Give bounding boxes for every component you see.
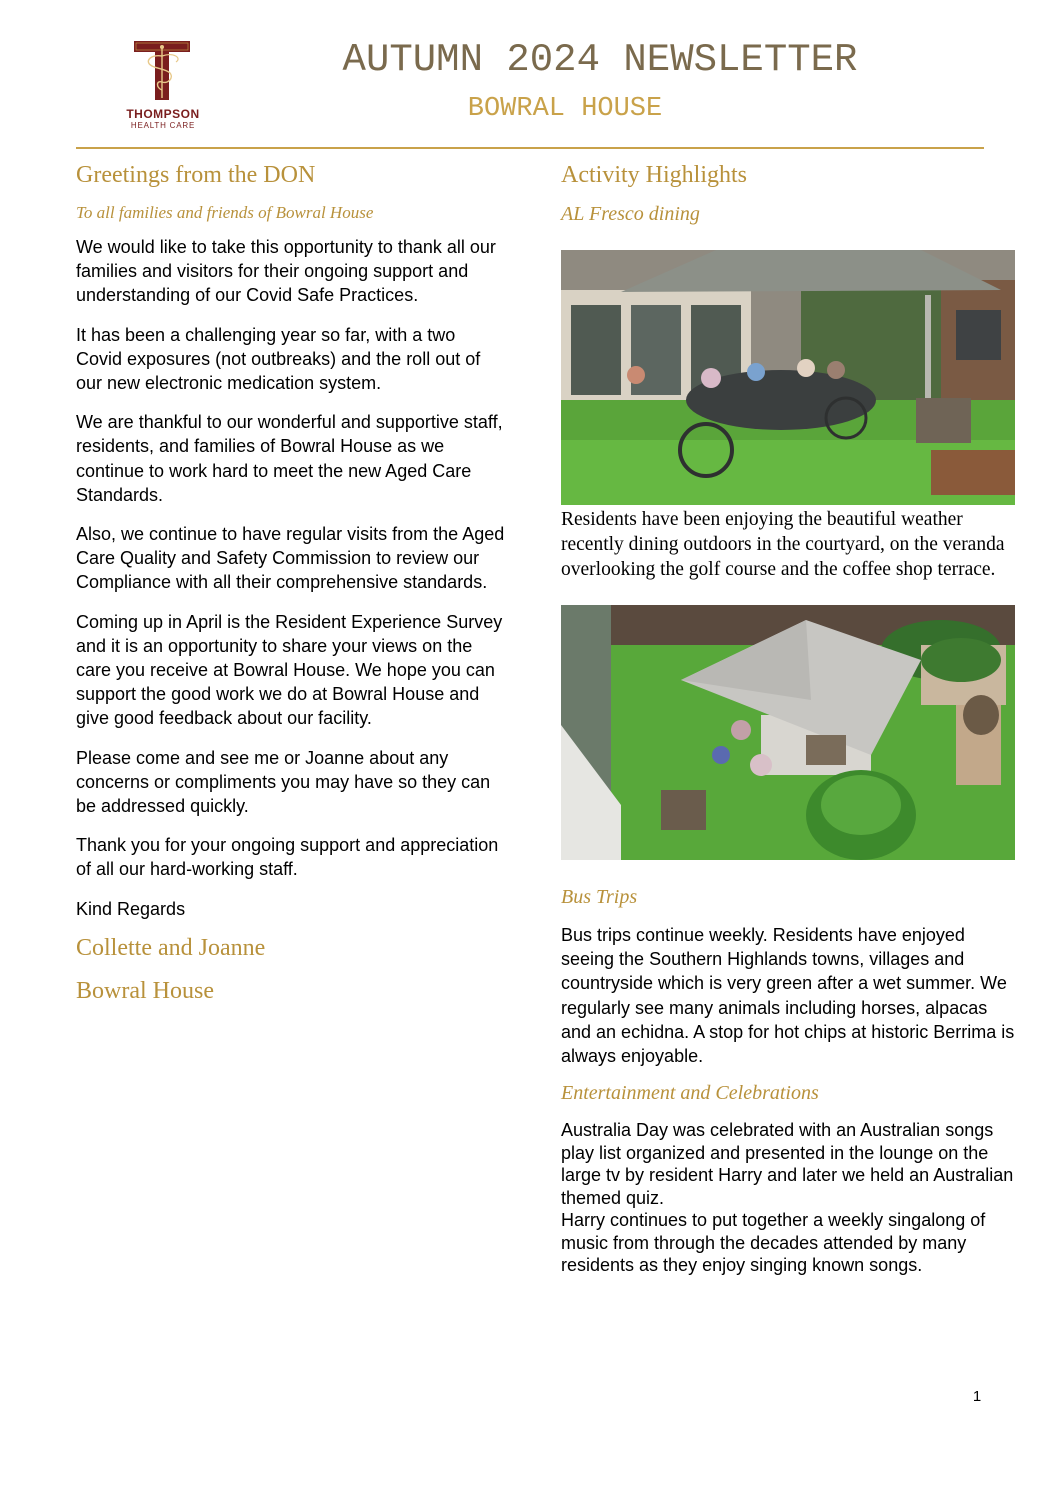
right-column — [561, 162, 1021, 1277]
signoff-names: Collette and Joanne — [76, 934, 266, 961]
newsletter-subtitle: BOWRAL HOUSE — [467, 94, 663, 124]
header-rule — [76, 147, 984, 149]
alfresco-subheading: AL Fresco dining — [561, 203, 700, 225]
alfresco-dining-photo — [561, 250, 1015, 505]
don-paragraph: Coming up in April is the Resident Experience Survey and it is an opportunity to share your views on the care you receive at Bowral House. We hope you can support the good work we do at Bowral House and give good feedback about our facility. — [76, 611, 503, 729]
courtyard-umbrella-photo — [561, 605, 1015, 860]
left-column — [76, 162, 506, 1005]
logo-name: THOMPSON — [126, 107, 200, 121]
don-paragraph: We are thankful to our wonderful and supportive staff, residents, and families of Bowral House as we continue to work hard to meet the new Aged Care Standards. — [76, 412, 503, 505]
bus-paragraph: Bus trips continue weekly. Residents have enjoyed seeing the Southern Highlands towns, villages and countryside which is very green after a wet summer. We regularly see many animals including horses, alpacas and an echidna. A stop for hot chips at historic Berrima is always enjoyable. — [561, 925, 1015, 1067]
don-paragraph: Also, we continue to have regular visits from the Aged Care Quality and Safety Commission to review our Compliance with all their comprehensive standards. — [76, 524, 505, 593]
entertainment-subheading: Entertainment and Celebrations — [561, 1082, 819, 1105]
don-heading: Greetings from the DON — [76, 162, 316, 188]
don-paragraph: Kind Regards — [76, 898, 186, 919]
don-paragraph: Thank you for your ongoing support and appreciation of all our hard-working staff. — [76, 835, 499, 880]
don-paragraph: We would like to take this opportunity to thank all our families and visitors for their ongoing support and understanding of our Covid Safe Practices. — [76, 237, 496, 306]
entertainment-paragraph: Harry continues to put together a weekly singalong of music from through the decades attended by many residents as they enjoy singing known songs. — [561, 1210, 986, 1276]
signoff-facility: Bowral House — [76, 977, 214, 1004]
bus-subheading: Bus Trips — [561, 886, 638, 908]
don-paragraph: It has been a challenging year so far, with a two Covid exposures (not outbreaks) and the roll out of our new electronic medication system. — [76, 324, 481, 394]
newsletter-title: AUTUMN 2024 NEWSLETTER — [342, 38, 858, 82]
page-number: 1 — [972, 1388, 982, 1405]
don-paragraph: Please come and see me or Joanne about any concerns or compliments you may have so they can be addressed quickly. — [76, 747, 491, 817]
alfresco-caption: Residents have been enjoying the beautiful weather recently dining outdoors in the courtyard, on the veranda overlooking the golf course and the coffee shop terrace. — [561, 509, 1005, 580]
entertainment-paragraph: Australia Day was celebrated with an Australian songs play list organized and presented in the lounge on the large tv by resident Harry and later we held an Australian themed quiz. — [561, 1120, 1014, 1208]
logo-subtitle: HEALTH CARE — [130, 121, 196, 130]
don-subheading: To all families and friends of Bowral House — [76, 203, 374, 222]
activity-heading: Activity Highlights — [561, 162, 747, 188]
